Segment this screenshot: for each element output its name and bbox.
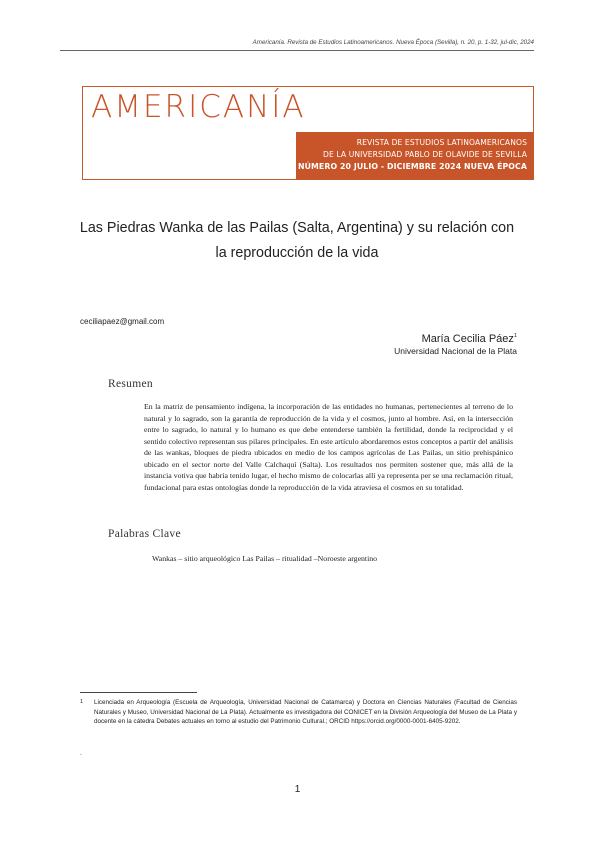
journal-banner: [82, 86, 534, 180]
author-footnote-mark[interactable]: 1: [513, 333, 517, 339]
article-title: [60, 216, 534, 266]
author-affiliation: Universidad Nacional de la Plata: [394, 346, 517, 356]
abstract-body: En la matriz de pensamiento indígena, la incorporación de las entidades no humanas, pertenecientes al terreno de lo natural y lo sagrado, son la garantía de reproducción de la vida y el cosmos, junto al hombre. Así, en la intersección entre lo sagrado, lo natural y lo humano es que debe entenderse también la fertilidad, donde la reciprocidad y el sentido colectivo representan sus pilares principales. En este artículo abordaremos estos conceptos a partir del análisis de las wankas, bloques de piedra ubicados en medio de los campos agrícolas de Las Pailas, un sitio prehispánico ubicado en el sector norte del Valle Calchaquí (Salta). Los resultados nos permiten sostener que, más allá de la instancia votiva que habría tenido lugar, el hecho mismo de colocarlas allí ya representa per se una reclamación ritual, fundacional para estas ontologías donde la reproducción de la vida atraviesa el cosmos en su totalidad.: [144, 402, 513, 492]
footnote-rule: [80, 692, 197, 693]
footnote-number: 1: [80, 699, 84, 705]
running-head: Americanía. Revista de Estudios Latinoamericanos. Nueva Época (Sevilla), n. 20, p. 1-32, jul-dic, 2024: [252, 39, 534, 46]
keywords-list: Wankas – sitio arqueológico Las Pailas – ritualidad –Noroeste argentino: [152, 554, 378, 563]
author-name-text: María Cecilia Páez: [421, 333, 514, 345]
keywords-heading: Palabras Clave: [108, 528, 181, 540]
article-title-line2: la reproducción de la vida: [215, 245, 379, 261]
author-email[interactable]: ceciliapaez@gmail.com: [80, 317, 165, 326]
journal-subtitle-line2: DE LA UNIVERSIDAD PABLO DE OLAVIDE DE SEVILLA: [323, 150, 527, 159]
page-number: 1: [294, 784, 301, 795]
journal-issue-line: NÚMERO 20 JULIO - DICIEMBRE 2024 NUEVA ÉPOCA: [298, 162, 527, 171]
footnote-trailing-mark: .: [80, 750, 82, 757]
footnote: [80, 698, 517, 727]
header-rule: [60, 50, 534, 51]
journal-title: AMERICANÍA: [91, 89, 306, 125]
author-name: [422, 333, 517, 345]
journal-subtitle-line1: REVISTA DE ESTUDIOS LATINOAMERICANOS: [356, 138, 527, 147]
journal-info-band: [296, 132, 533, 179]
footnote-text: Licenciada en Arqueología (Escuela de Arqueología, Universidad Nacional de Catamarca) y Doctora en Ciencias Naturales (Facultad de Ciencias Naturales y Museo, Universidad Nacional de La Plata). Actualmente es investigadora del CONICET en la División Arqueología del Museo de La Plata y docente en la cátedra Debates actuales en torno al estudio del Patrimonio Cultural.; ORCID https://orcid.org/0000-0001-6405-9202.: [94, 699, 517, 726]
article-title-line1: Las Piedras Wanka de las Pailas (Salta, Argentina) y su relación con: [79, 220, 515, 236]
abstract-heading: Resumen: [108, 378, 153, 390]
